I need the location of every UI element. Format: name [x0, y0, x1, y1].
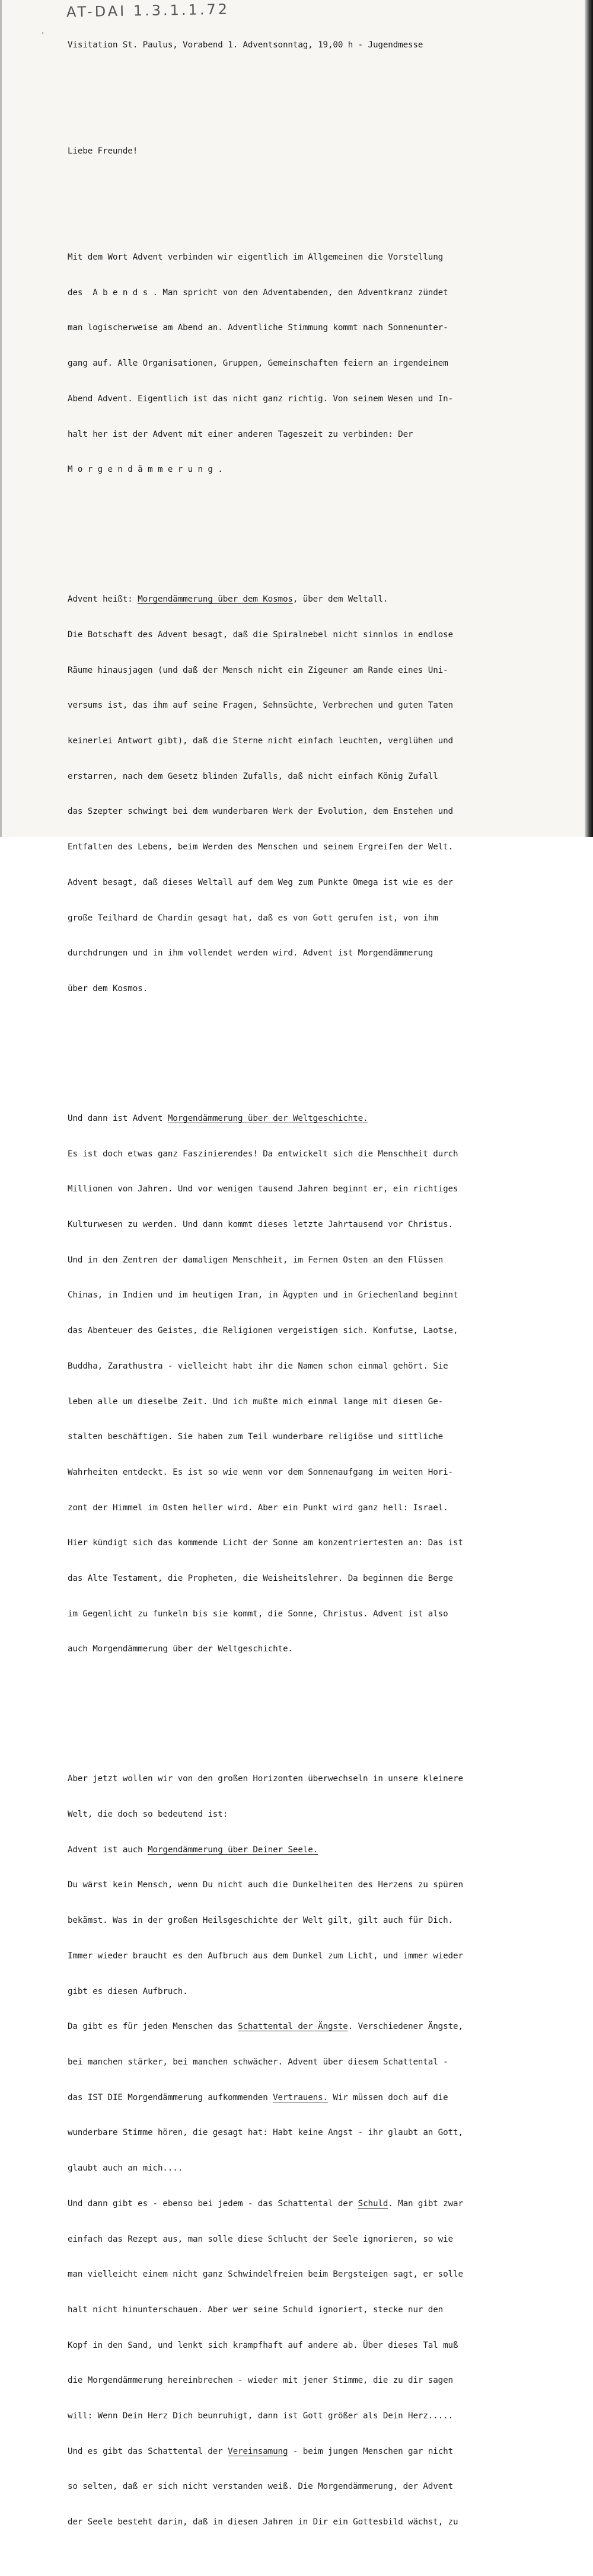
text-line: die Morgendämmerung hereinbrechen - wieder mit jener Stimme, die zu dir sagen — [68, 2376, 454, 2386]
paragraph-2 — [68, 570, 536, 1018]
text-span: , über dem Weltall. — [292, 595, 388, 605]
text-line: gibt es diesen Aufbruch. — [68, 1986, 188, 1996]
text-line: im Gegenlicht zu funkeln bis sie kommt, die Sonne, Christus. Advent ist also — [68, 1609, 448, 1619]
text-line: gang auf. Alle Organisationen, Gruppen, Gemeinschaften feiern an irgendeinem — [68, 359, 448, 369]
text-line — [68, 594, 536, 606]
underlined-phrase: Morgendämmerung über Deiner Seele. — [148, 1845, 318, 1855]
text-line: Welt, die doch so bedeutend ist: — [68, 1810, 228, 1820]
text-span: Advent ist auch — [68, 1845, 148, 1855]
text-line: bei manchen stärker, bei manchen schwächer. Advent über diesem Schattental - — [68, 2057, 448, 2067]
text-line: Chinas, in Indien und im heutigen Iran, in Ägypten und in Griechenland beginnt — [68, 1290, 458, 1300]
paragraph-4 — [68, 1750, 536, 2552]
text-line: erstarren, nach dem Gesetz blinden Zufalls, daß nicht einfach König Zufall — [68, 771, 438, 781]
text-line: des A b e n d s . Man spricht von den Adventabenden, den Adventkranz zündet — [68, 287, 448, 298]
text-line: Buddha, Zarathustra - vielleicht habt ihr die Namen schon einmal gehört. Sie — [68, 1361, 448, 1371]
text-line: Entfalten des Lebens, beim Werden des Menschen und seinem Ergreifen der Welt. — [68, 842, 454, 852]
underlined-phrase: Vereinsamung — [228, 2446, 288, 2456]
document-body — [68, 16, 536, 2576]
text-span: Und dann gibt es - ebenso bei jedem - das Schattental der — [68, 2198, 358, 2209]
text-span: . Verschiedener Ängste, — [347, 2022, 463, 2032]
text-line: stalten beschäftigen. Sie haben zum Teil wunderbare religiöse und sittliche — [68, 1432, 444, 1442]
text-span: - beim jungen Menschen gar nicht — [288, 2446, 454, 2456]
text-line: durchdrungen und in ihm vollendet werden wird. Advent ist Morgendämmerung — [68, 948, 433, 958]
underlined-phrase: Morgendämmerung über dem Kosmos — [138, 595, 293, 605]
underlined-phrase: Vertrauens. — [273, 2092, 328, 2102]
paragraph-1 — [68, 228, 536, 500]
text-line: bekämst. Was in der großen Heilsgeschichte der Welt gilt, gilt auch für Dich. — [68, 1916, 454, 1926]
text-line: einfach das Rezept aus, man solle diese Schlucht der Seele ignorieren, so wie — [68, 2234, 454, 2244]
text-line: Kopf in den Sand, und lenkt sich krampfhaft auf andere ab. Über dieses Tal muß — [68, 2340, 458, 2350]
text-line: Räume hinausjagen (und daß der Mensch nicht ein Zigeuner am Rande eines Uni- — [68, 665, 448, 675]
scan-speck: , — [42, 26, 44, 36]
text-line: Die Botschaft des Advent besagt, daß die Spiralnebel nicht sinnlos in endlose — [68, 629, 454, 640]
text-line: keinerlei Antwort gibt), daß die Sterne nicht einfach leuchten, verglühen und — [68, 736, 454, 746]
text-line: glaubt auch an mich.... — [68, 2163, 183, 2174]
underlined-phrase: Schuld — [358, 2198, 388, 2209]
text-span: Wir müssen doch auf die — [327, 2092, 448, 2102]
text-span: Und es gibt das Schattental der — [68, 2446, 228, 2456]
header-line: Visitation St. Paulus, Vorabend 1. Adventsonntag, 19,00 h - Jugendmesse — [68, 40, 423, 50]
text-line — [68, 2198, 536, 2210]
text-line: man vielleicht einem nicht ganz Schwindelfreien beim Bergsteigen sagt, er solle — [68, 2270, 463, 2280]
text-line: Aber jetzt wollen wir von den großen Horizonten überwechseln in unsere kleinere — [68, 1774, 463, 1784]
text-line: Immer wieder braucht es den Aufbruch aus dem Dunkel zum Licht, und immer wieder — [68, 1951, 463, 1961]
salutation: Liebe Freunde! — [68, 146, 138, 156]
text-line: halt nicht hinunterschauen. Aber wer seine Schuld ignoriert, stecke nur den — [68, 2305, 444, 2315]
text-line: leben alle um dieselbe Zeit. Und ich mußte mich einmal lange mit diesen Ge- — [68, 1396, 444, 1407]
text-line — [68, 2092, 536, 2104]
text-line: das Szepter schwingt bei dem wunderbaren Werk der Evolution, dem Enstehen und — [68, 807, 454, 817]
text-line: das Alte Testament, die Propheten, die Weisheitslehrer. Da beginnen die Berge — [68, 1574, 454, 1584]
text-line: große Teilhard de Chardin gesagt hat, daß es von Gott gerufen ist, von ihm — [68, 913, 438, 923]
text-line: Du wärst kein Mensch, wenn Du nicht auch die Dunkelheiten des Herzens zu spüren — [68, 1880, 463, 1890]
text-line: Advent besagt, daß dieses Weltall auf dem Weg zum Punkte Omega ist wie es der — [68, 877, 454, 887]
text-line: Millionen von Jahren. Und vor wenigen tausend Jahren beginnt er, ein richtiges — [68, 1184, 458, 1194]
text-line — [68, 2446, 536, 2458]
text-line: man logischerweise am Abend an. Adventliche Stimmung kommt nach Sonnenunter- — [68, 323, 448, 333]
text-line: zont der Himmel im Osten heller wird. Aber ein Punkt wird ganz hell: Israel. — [68, 1503, 448, 1513]
text-line — [68, 1113, 536, 1125]
text-line: Abend Advent. Eigentlich ist das nicht ganz richtig. Von seinem Wesen und In- — [68, 394, 454, 404]
text-line: Mit dem Wort Advent verbinden wir eigentlich im Allgemeinen die Vorstellung — [68, 253, 444, 263]
text-line: Kulturwesen zu werden. Und dann kommt dieses letzte Jahrtausend vor Christus. — [68, 1219, 454, 1229]
text-line: so selten, daß er sich nicht verstanden weiß. Die Morgendämmerung, der Advent — [68, 2482, 454, 2492]
underlined-phrase: Schattental der Ängste — [238, 2022, 348, 2032]
text-line: M o r g e n d ä m m e r u n g . — [68, 465, 223, 475]
text-line: will: Wenn Dein Herz Dich beunruhigt, dann ist Gott größer als Dein Herz..... — [68, 2411, 454, 2421]
text-span: . Man gibt zwar — [388, 2198, 463, 2209]
text-line: Hier kündigt sich das kommende Licht der Sonne am konzentriertesten an: Das ist — [68, 1538, 463, 1548]
text-line: halt her ist der Advent mit einer anderen Tageszeit zu verbinden: Der — [68, 429, 413, 439]
text-span: das IST DIE Morgendämmerung aufkommenden — [68, 2092, 273, 2102]
text-span: Advent heißt: — [68, 595, 138, 605]
text-line: Und in den Zentren der damaligen Menschheit, im Fernen Osten an den Flüssen — [68, 1255, 444, 1265]
text-line: Wahrheiten entdeckt. Es ist so wie wenn vor dem Sonnenaufgang im weiten Hori- — [68, 1467, 454, 1477]
text-line: Es ist doch etwas ganz Faszinierendes! Da entwickelt sich die Menschheit durch — [68, 1149, 458, 1159]
underlined-phrase: Morgendämmerung über der Weltgeschichte. — [167, 1113, 368, 1123]
text-line: über dem Kosmos. — [68, 983, 148, 993]
scan-edge-left — [0, 0, 2, 837]
text-span: Da gibt es für jeden Menschen das — [68, 2022, 238, 2032]
scan-edge-right — [585, 0, 593, 837]
paragraph-3 — [68, 1089, 536, 1679]
text-span: Und dann ist Advent — [68, 1113, 168, 1123]
text-line: versums ist, das ihm auf seine Fragen, Sehnsüchte, Verbrechen und guten Taten — [68, 701, 454, 711]
text-line: wunderbare Stimme hören, die gesagt hat: Habt keine Angst - ihr glaubt an Gott, — [68, 2128, 463, 2138]
text-line: der Seele besteht darin, daß in diesen Jahren in Dir ein Gottesbild wächst, zu — [68, 2517, 458, 2527]
archive-reference-note: AT-DAI 1.3.1.1.72 — [66, 1, 230, 21]
text-line: auch Morgendämmerung über der Weltgeschichte. — [68, 1644, 293, 1654]
text-line: das Abenteuer des Geistes, die Religionen vergeistigen sich. Konfutse, Laotse, — [68, 1326, 458, 1336]
text-line — [68, 2021, 536, 2033]
text-line — [68, 1845, 536, 1856]
